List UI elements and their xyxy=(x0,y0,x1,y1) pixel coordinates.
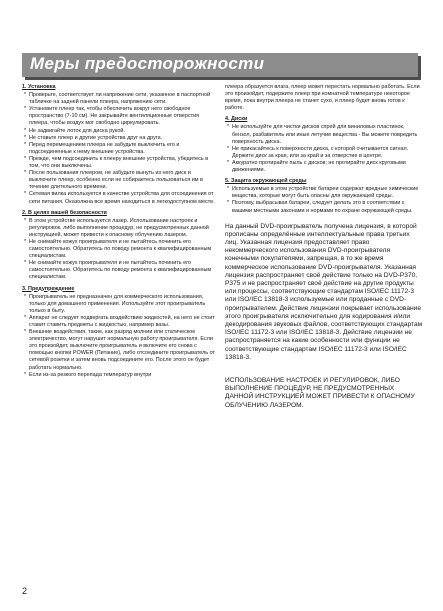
left-column xyxy=(22,84,218,379)
section-title-installation: 1. Установка xyxy=(22,84,56,90)
section-title-discs: 4. Диски xyxy=(225,116,248,123)
list-item: * Внешние воздействия, такие, как разряд молнии или статическое электричество, могут нарушит нормальную работу проигрывателя. Если это произойдет, выключите проигрыватель и включите его снова с помощью кнопки POWER (Питание), либо отсоедините проигрыватель от сетевой розетки и затем вновь подсоедините его. После этого он будет работать нормально. xyxy=(22,329,218,372)
laser-caps-warning: ИСПОЛЬЗОВАНИЕ НАСТРОЕК И РЕГУЛИРОВОК, ЛИБО ВЫПОЛНЕНИЕ ПРОЦЕДУР, НЕ ПРЕДУСМОТРЕННЫХ ДАННОЙ ИНСТРУКЦИЕЙ МОЖЕТ ПРИВЕСТИ К ОПАСНОМУ ОБЛУЧЕНИЮ ЛАЗЕРОМ. xyxy=(225,377,415,409)
list-item: * Установите плеер так, чтобы обеспечить вокруг него свободное пространство (7-10 см). Не закрывайте вентиляционные отверстия плеера, чтобы воздух мог свободно циркулировать. xyxy=(22,106,218,127)
section-title-safety: 2. В целях вашей безопасности xyxy=(22,209,107,216)
list-item: * Аппарат не следует подвергать воздействию жидкостей, на него не стоит ставит ставить предметы с жидкостью, например вазы. xyxy=(22,315,218,329)
list-item: * Если из-за резкого перепада температур внутри xyxy=(22,372,218,379)
list-item: * Не снимайте кожух проигрывателя и не пытайтесь починить его самостоятельно. Обратитесь по поводу ремонта к квалифицированным специалистам. xyxy=(22,239,218,260)
section-title-environment: 5. Защита окружающей среды xyxy=(225,178,307,185)
list-item: * Используемые в этом устройстве батареи содержат вредные химические вещества, которые могут быть опасны для окружающей среды. xyxy=(225,186,423,200)
list-item: * Аккуратно протирайте пыль с дисков; не протирайте диск круговыми движениями. xyxy=(225,160,423,174)
list-item: * Перед перемещением плеера не забудьте выключить его и подсоединенные к нему внешние устройства. xyxy=(22,142,218,156)
list-item: * Не используйте для чистки дисков спрей для виниловых пластинок, бензол, разбавитель или иные летучие вещества - Вы можете повредить поверхность диска. xyxy=(225,124,423,145)
list-item: * Проверьте, соответствует ли напряжение сети, указанное в паспортной табличке на задней панели плеера, напряжению сети. xyxy=(22,92,218,106)
list-item: * После пользования плеером, не забудьте вынуть из него диск и выключите плеер, особенно если не собираетесь пользоваться им в течение длительного времени. xyxy=(22,170,218,191)
page-title: Меры предосторожности xyxy=(30,54,265,73)
list-item: * Сетевая вилка используется в качестве устройства для отсоединения от сети питания. Оказолжна все время находиться в легкодоступном месте. xyxy=(22,191,218,205)
section-title-warning: 3. Предупреждение xyxy=(22,285,75,292)
list-item: * Поэтому, выбрасывая батареи, следует делать это в соответствии с вашими местными законами и нормами по охране окружающей среды. xyxy=(225,200,423,214)
continuation-text: плеера образуется влага, плеер может перестать нормально работать. Если это произойдет, подержите плеер при комнатной температуре некоторое время, пока внутри плеера не станет сухо, и плеер будет вновь готов к работе. xyxy=(225,84,420,112)
license-paragraph: На данный DVD-проигрыватель получена лицензия, в которой прописаны определённые интеллектуальные права третьих лиц. Указанная лицензия предоставляет право некоммерческого использования DVD-проигрывателя конечными покупателями, запрещая, в то же время коммерческое использование DVD-проигрывателя. Указанная лицензия распространяет своё действие только на DVD-P370, P375 и не распространяет своё действие на другие продукты или процессы, соответствующие стандартам ISO/IEC 11172-3 или ISO/IEC 13818-3 используемые или проданные с DVD-проигрывателем. Действие лицензии покрывает использование этого проигрывателя исключительно для кодирования и/или декодирования звуковых файлов, соответствующих стандартам ISO/IEC 11172-3 или ISO/IEC 13818-3. Действие лицензии не распространяется на какие особенности или функции не соответствующие стандартам ISO/IEC 11172-3 или ISO/IEC 13818-3. xyxy=(225,222,423,361)
right-column xyxy=(225,84,423,410)
list-item: * Не снимайте кожух проигрывателя и не пытайтесь починить его самостоятельно. Обратитесь по поводу ремонта к квалифицированным специалистам. xyxy=(22,260,218,281)
list-item: * Проигрыватель не предназначен для коммерческого использования, только для домашнего применения. Используйте этот проигрыватель только в быту. xyxy=(22,294,218,315)
list-item: * Прежде, чем подсоединить к плееру внешние устройства, убедитесь в том, что они выключены. xyxy=(22,156,218,170)
list-item: * Не прикасайтесь к поверхности диска, с которой считывается сигнал. Держите диск за края, или за край и за отверстие в центре. xyxy=(225,146,423,160)
list-item: * Не задвигайте лоток для диска рукой. xyxy=(22,128,218,135)
page-number: 2 xyxy=(22,586,28,596)
title-banner xyxy=(22,53,418,77)
list-item: * В этом устройстве используется лазер. Использование настроек и регулировок, либо выполнение процедур, не предусмотренных данной инструкцией, может привести к опасному облучению лазером. xyxy=(22,218,218,239)
list-item: * Не ставьте плеер и другие устройства друг на друга. xyxy=(22,135,218,142)
